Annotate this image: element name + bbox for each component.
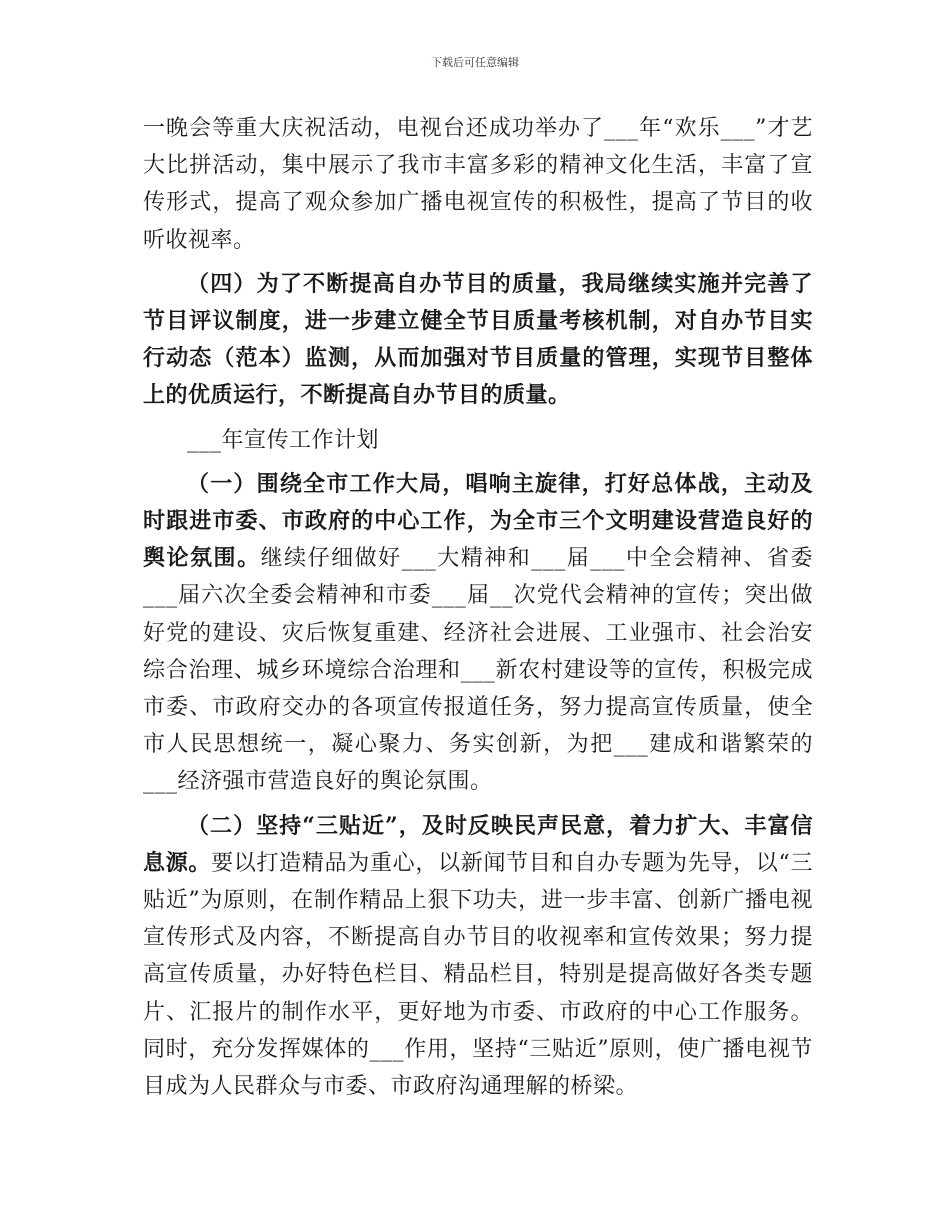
item-one-lead: （一）围绕全市工作大局，唱响主旋律，打好总体战，主动及时跟进市委、市政府的中心工作，为全市三个文明建设营造良好的舆论氛围。 <box>143 470 813 572</box>
document-body <box>143 110 813 1105</box>
item-two-body: 要以打造精品为重心，以新闻节目和自办专题为先导，以“三贴近”为原则，在制作精品上狠下功夫，进一步丰富、创新广播电视宣传形式及内容，不断提高自办节目的收视率和宣传效果；努力提高宣传质量，办好特色栏目、精品栏目，特别是提高做好各类专题片、汇报片的制作水平，更好地为市委、市政府的中心工作服务。同时，充分发挥媒体的___作用，坚持“三贴近”原则，使广播电视节目成为人民群众与市委、市政府沟通理解的桥梁。 <box>143 850 813 1100</box>
item-two-lead: （二）坚持“三贴近”，及时反映民声民意，着力扩大、丰富信息源。 <box>143 812 813 876</box>
paragraph-continuation: 一晚会等重大庆祝活动，电视台还成功举办了___年“欢乐___”才艺大比拼活动，集中展示了我市丰富多彩的精神文化生活，丰富了宣传形式，提高了观众参加广播电视宣传的积极性，提高了节目的收听收视率。 <box>143 116 813 253</box>
page-header: 下载后可任意编辑 <box>431 56 519 69</box>
paragraph-section-four: （四）为了不断提高自办节目的质量，我局继续实施并完善了节目评议制度，进一步建立健全节目质量考核机制，对自办节目实行动态（范本）监测，从而加强对节目质量的管理，实现节目整体上的优质运行，不断提高自办节目的质量。 <box>143 270 813 409</box>
paragraph-item-two <box>143 808 813 1106</box>
paragraph-item-one <box>143 466 813 801</box>
item-one-body: 继续仔细做好___大精神和___届___中全会精神、省委___届六次全委会精神和市委___届__次党代会精神的宣传；突出做好党的建设、灾后恢复重建、经济社会进展、工业强市、社会治安综合治理、城乡环境综合治理和___新农村建设等的宣传，积极完成市委、市政府交办的各项宣传报道任务，努力提高宣传质量，使全市人民思想统一，凝心聚力、务实创新，为把___建成和谐繁荣的___经济强市营造良好的舆论氛围。 <box>143 546 813 795</box>
section-heading-plan: ___年宣传工作计划 <box>187 427 380 453</box>
